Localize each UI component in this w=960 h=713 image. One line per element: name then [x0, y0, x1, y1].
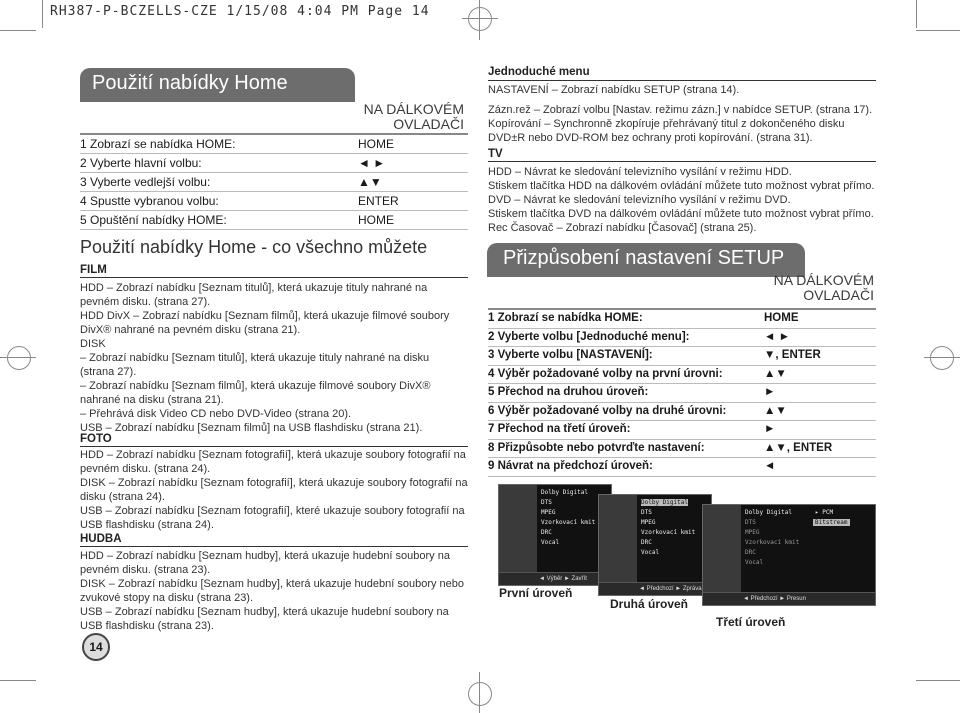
setup-menu-item: Dolby Digital	[745, 509, 792, 516]
text-line: DISK – Zobrazí nabídku [Seznam hudby], která ukazuje hudební soubory nebo	[80, 578, 465, 590]
crop-mark	[916, 0, 917, 28]
divider	[80, 277, 468, 278]
text-line: USB – Zobrazí nabídku [Seznam hudby], která ukazuje hudební soubory na	[80, 606, 449, 618]
step-label: 4 Spustte vybranou volbu:	[80, 194, 219, 208]
step-row	[488, 458, 876, 477]
page-number: 14	[82, 633, 110, 661]
text-line: DISK	[80, 338, 106, 350]
text-line: – Zobrazí nabídku [Seznam titulů], která ukazuje tituly nahrané na disku	[80, 352, 430, 364]
home-menu-title: Použití nabídky Home	[80, 68, 355, 102]
text-line: pevném disku. (strana 24).	[80, 463, 211, 475]
setup-icon-column	[499, 485, 537, 585]
step-label: 9 Návrat na předchozí úroveň:	[488, 460, 653, 472]
text-line: USB flashdisku (strana 24).	[80, 519, 214, 531]
setup-menu-item: DTS	[745, 519, 756, 526]
step-label: 2 Vyberte volbu [Jednoduché menu]:	[488, 330, 690, 343]
step-row	[488, 347, 876, 366]
step-key: ►	[764, 386, 776, 398]
step-row	[488, 310, 876, 329]
caption-second-level: Druhá úroveň	[610, 597, 689, 611]
step-label: 1 Zobrazí se nabídka HOME:	[488, 312, 643, 324]
crop-mark	[42, 0, 43, 28]
setup-screen-footer: ◄ Předchozí ► Presun	[703, 592, 875, 605]
divider	[488, 161, 876, 162]
crop-mark	[0, 30, 36, 31]
step-key: ◄	[764, 460, 776, 472]
setup-menu-item: MPEG	[745, 529, 760, 536]
text-line: DivX® nahrané na pevném disku (strana 21).	[80, 324, 301, 336]
foto-heading: FOTO	[80, 433, 112, 445]
step-key: ▲▼, ENTER	[764, 441, 833, 454]
registration-mark	[7, 346, 31, 370]
step-row	[80, 211, 468, 230]
text-line: DISK – Zobrazí nabídku [Seznam fotografií], která ukazuje soubory fotografií na	[80, 477, 468, 489]
text-line: Stiskem tlačítka DVD na dálkovém ovládání můžete tuto možnost vybrat přímo.	[488, 208, 874, 220]
step-row	[488, 421, 876, 440]
setup-menu-item: DRC	[745, 549, 756, 556]
text-line: DVD±R nebo DVD-ROM bez ochrany proti kopírování. (strana 31).	[488, 132, 813, 144]
step-key: ◄ ►	[358, 156, 386, 170]
text-line: pevném disku. (strana 23).	[80, 564, 211, 576]
setup-option-selected: Bitstream	[815, 519, 848, 526]
text-line: zvukové stopy na disku (strana 23).	[80, 592, 254, 604]
setup-menu-item: DRC	[641, 539, 652, 546]
setup-menu-item: Vzorkovací kmit	[641, 529, 696, 536]
film-heading: FILM	[80, 264, 107, 276]
text-line: HDD DivX – Zobrazí nabídku [Seznam filmů], která ukazuje filmové soubory	[80, 310, 450, 322]
film-text	[80, 281, 472, 435]
step-row	[488, 329, 876, 348]
step-label: 8 Přizpůsobte nebo potvrďte nastavení:	[488, 441, 705, 454]
setup-icon-column	[599, 495, 637, 595]
registration-mark	[930, 346, 954, 370]
easy-menu-text	[488, 83, 888, 145]
easy-menu-heading: Jednoduché menu	[488, 66, 590, 78]
registration-mark	[468, 7, 492, 31]
setup-menu-item: DTS	[541, 499, 552, 506]
step-label: 2 Vyberte hlavní volbu:	[80, 156, 202, 170]
setup-screen-footer: ◄ Předchozí ► Zpráva	[599, 582, 711, 595]
step-label: 5 Přechod na druhou úroveň:	[488, 386, 649, 398]
setup-menu-item: Vocal	[745, 559, 764, 566]
caption-third-level: Třetí úroveň	[716, 615, 786, 629]
remote-header	[748, 273, 874, 303]
divider	[80, 446, 468, 447]
text-line: USB – Zobrazí nabídku [Seznam fotografií], které ukazuje soubory fotografií na	[80, 505, 465, 517]
step-row	[488, 440, 876, 459]
text-line: HDD – Zobrazí nabídku [Seznam fotografií], která ukazuje soubory fotografií na	[80, 449, 466, 461]
setup-steps-table	[488, 308, 876, 477]
setup-screen-first-level	[498, 484, 612, 586]
step-label: 3 Vyberte volbu [NASTAVENÍ]:	[488, 349, 653, 361]
text-line: HDD – Zobrazí nabídku [Seznam titulů], která ukazuje tituly nahrané na	[80, 282, 428, 294]
step-row	[80, 154, 468, 173]
step-label: 6 Výběr požadované volby na druhé úrovni:	[488, 404, 727, 417]
remote-header-line: OVLADAČI	[803, 287, 874, 303]
step-label: 5 Opuštění nabídky HOME:	[80, 213, 227, 227]
step-key: ENTER	[358, 194, 399, 208]
remote-header-line: NA DÁLKOVÉM	[363, 101, 464, 117]
divider	[488, 80, 876, 81]
text-line: USB – Zobrazí nabídku [Seznam filmů] na USB flashdisku (strana 21).	[80, 422, 423, 434]
setup-menu-item: Vzorkovací kmit	[745, 539, 800, 546]
step-key: ▼, ENTER	[764, 349, 821, 361]
text-line: Stiskem tlačítka HDD na dálkovém ovládání můžete tuto možnost vybrat přímo.	[488, 180, 875, 192]
hudba-heading: HUDBA	[80, 533, 122, 545]
home-steps-table	[80, 133, 468, 230]
step-key: ►	[764, 423, 776, 435]
tv-text	[488, 165, 888, 235]
step-row	[488, 366, 876, 385]
crop-mark	[916, 680, 960, 681]
step-key: ▲▼	[764, 404, 787, 417]
setup-menu-item-selected: Dolby Digital	[641, 499, 688, 506]
setup-title: Přizpůsobení nastavení SETUP	[487, 243, 805, 277]
setup-menu-item: MPEG	[541, 509, 556, 516]
step-key: HOME	[358, 213, 394, 227]
print-header: RH387-P-BCZELLS-CZE 1/15/08 4:04 PM Page 14	[50, 4, 430, 19]
step-key: ◄ ►	[764, 330, 790, 343]
step-label: 7 Přechod na třetí úroveň:	[488, 423, 631, 435]
remote-header	[340, 102, 464, 132]
text-line: DVD – Návrat ke sledování televizního vysílání v režimu DVD.	[488, 194, 791, 206]
setup-menu-item: DRC	[541, 529, 552, 536]
step-key: ▲▼	[358, 175, 382, 189]
text-line: Kopírování – Synchronně zkopíruje přehrávaný titul z dokončeného disku	[488, 118, 845, 130]
text-line: Zázn.rež – Zobrazí volbu [Nastav. režimu zázn.] v nabídce SETUP. (strana 17).	[488, 104, 873, 116]
step-row	[488, 403, 876, 422]
setup-menu-item: MPEG	[641, 519, 656, 526]
step-label: 4 Výběr požadované volby na první úrovni:	[488, 367, 723, 380]
home-features-heading: Použití nabídky Home - co všechno můžete	[80, 237, 428, 257]
step-key: HOME	[764, 312, 799, 324]
text-line: (strana 27).	[80, 366, 137, 378]
text-line: pevném disku. (strana 27).	[80, 296, 211, 308]
crop-mark	[0, 680, 36, 681]
remote-header-line: OVLADAČI	[393, 116, 464, 132]
text-line: Rec Časovač – Zobrazí nabídku [Časovač] (strana 25).	[488, 222, 757, 234]
text-line: – Zobrazí nabídku [Seznam filmů], která ukazuje filmové soubory DivX®	[80, 380, 431, 392]
step-label: 1 Zobrazí se nabídka HOME:	[80, 137, 236, 151]
hudba-text	[80, 549, 472, 633]
step-row	[80, 173, 468, 192]
text-line: HDD – Návrat ke sledování televizního vysílání v režimu HDD.	[488, 166, 792, 178]
step-row	[488, 384, 876, 403]
divider	[80, 546, 468, 547]
text-line: HDD – Zobrazí nabídku [Seznam hudby], která ukazuje hudební soubory na	[80, 550, 450, 562]
setup-icon-column	[703, 505, 741, 605]
step-key: ▲▼	[764, 367, 787, 380]
setup-menu-item: Vocal	[641, 549, 660, 556]
setup-screen-third-level	[702, 504, 876, 606]
setup-option: ▸ PCM	[815, 509, 834, 516]
step-row	[80, 135, 468, 154]
registration-mark	[468, 682, 492, 706]
foto-text	[80, 448, 472, 532]
setup-menu-item: Dolby Digital	[541, 489, 588, 496]
crop-mark	[916, 30, 960, 31]
text-line: – Přehrává disk Video CD nebo DVD-Video (strana 20).	[80, 408, 352, 420]
setup-menu-item: DTS	[641, 509, 652, 516]
text-line: NASTAVENÍ – Zobrazí nabídku SETUP (strana 14).	[488, 84, 740, 96]
text-line: USB flashdisku (strana 23).	[80, 620, 214, 632]
step-row	[80, 192, 468, 211]
step-label: 3 Vyberte vedlejší volbu:	[80, 175, 211, 189]
remote-header-line: NA DÁLKOVÉM	[773, 272, 874, 288]
step-key: HOME	[358, 137, 394, 151]
tv-heading: TV	[488, 148, 503, 160]
setup-menu-item: Vzorkovací kmit	[541, 519, 596, 526]
setup-screen-footer: ◄ Výběr ► Zavřít	[499, 572, 611, 585]
setup-menu-item: Vocal	[541, 539, 560, 546]
text-line: nahrané na disku (strana 21).	[80, 394, 224, 406]
text-line: disku (strana 24).	[80, 491, 165, 503]
setup-screen-second-level	[598, 494, 712, 596]
caption-first-level: První úroveň	[499, 586, 573, 600]
